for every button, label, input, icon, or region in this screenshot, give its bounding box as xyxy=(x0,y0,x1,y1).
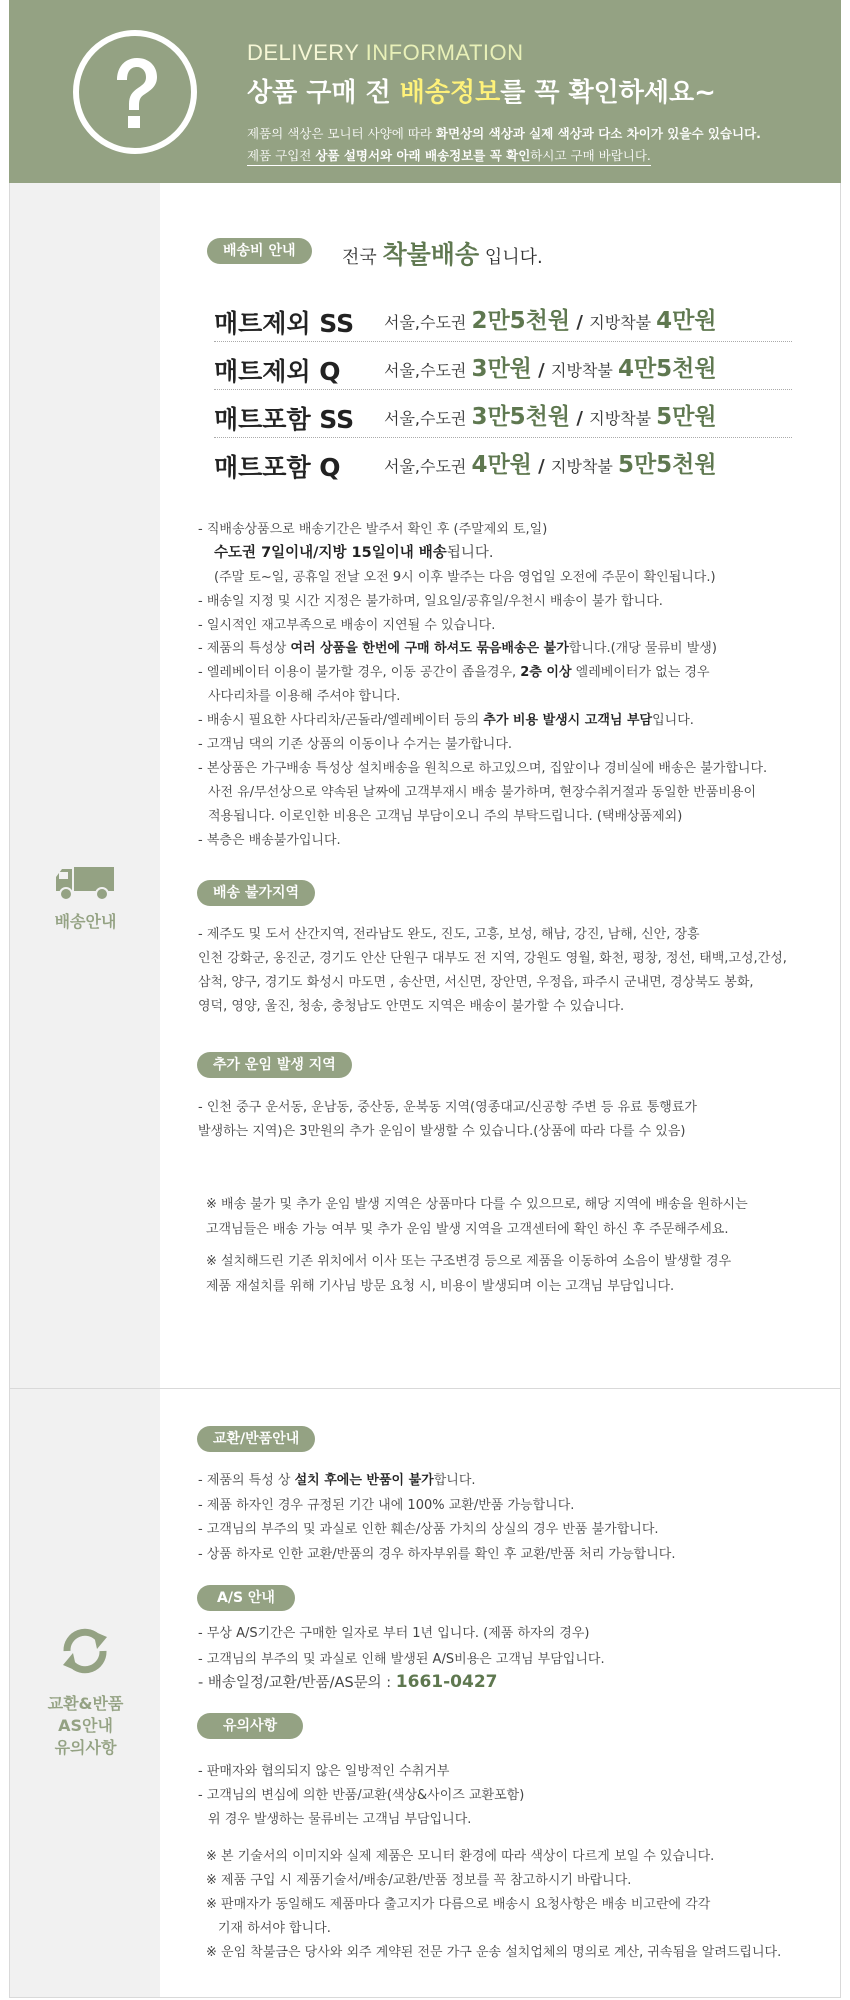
price-row xyxy=(214,346,792,390)
delivery-note: - 고객님 댁의 기존 상품의 이동이나 수거는 불가합니다. xyxy=(198,737,513,752)
exchange-side-label-line-3: 유의사항 xyxy=(54,1738,117,1757)
return-info-line: - 제품의 특성 상 설치 후에는 반품이 불가합니다. xyxy=(198,1473,476,1488)
delivery-side-label: 배송안내 xyxy=(54,912,117,931)
caution-line: 위 경우 발생하는 물류비는 고객님 부담입니다. xyxy=(208,1812,472,1827)
delivery-remark: 고객님들은 배송 가능 여부 및 추가 운임 발생 지역을 고객센터에 확인 하신 후 주문해주세요. xyxy=(206,1222,729,1237)
exchange-side-label-line-1: 교환&반품 xyxy=(47,1694,124,1713)
as-info-pill: A/S 안내 xyxy=(197,1585,295,1611)
price-detail: 서울,수도권 4만원 / 지방착불 5만5천원 xyxy=(384,452,717,478)
delivery-note: - 복층은 배송불가입니다. xyxy=(198,833,341,848)
as-info-line: - 고객님의 부주의 및 과실로 인해 발생된 A/S비용은 고객님 부담입니다. xyxy=(198,1652,605,1667)
unavailable-area-line: 삼척, 양구, 경기도 화성시 마도면 , 송산면, 서신면, 장안면, 우정읍, 파주시 군내면, 경상북도 봉화, xyxy=(198,975,754,990)
return-info-line: - 제품 하자인 경우 규정된 기간 내에 100% 교환/반품 가능합니다. xyxy=(198,1498,575,1513)
delivery-note: - 배송일 지정 및 시간 지정은 불가하며, 일요일/공휴일/우천시 배송이 불가 합니다. xyxy=(198,594,663,609)
caution-note: ※ 판매자가 동일해도 제품마다 출고지가 다름으로 배송시 요청사항은 배송 비고란에 각각 xyxy=(206,1897,711,1912)
header-notice-line-2: 제품 구입전 상품 설명서와 아래 배송정보를 꼭 확인하시고 구매 바랍니다. xyxy=(247,146,651,166)
unavailable-area-pill: 배송 불가지역 xyxy=(197,880,315,906)
delivery-remark: ※ 설치해드린 기존 위치에서 이사 또는 구조변경 등으로 제품을 이동하여 소음이 발생할 경우 xyxy=(206,1254,732,1269)
unavailable-area-line: - 제주도 및 도서 산간지역, 전라남도 완도, 진도, 고흥, 보성, 해남, 강진, 남해, 신안, 장흥 xyxy=(198,927,700,942)
delivery-note: - 엘레베이터 이용이 불가할 경우, 이동 공간이 좁을경우, 2층 이상 엘레베이터가 없는 경우 xyxy=(198,665,710,680)
caution-note: ※ 제품 구입 시 제품기술서/배송/교환/반품 정보를 꼭 참고하시기 바랍니다. xyxy=(206,1873,632,1888)
unavailable-area-line: 인천 강화군, 옹진군, 경기도 안산 단원구 대부도 전 지역, 강원도 영월, 화천, 평창, 정선, 태백,고성,간성, xyxy=(198,951,787,966)
delivery-note: 적용됩니다. 이로인한 비용은 고객님 부담이오니 주의 부탁드립니다. (택배상품제외) xyxy=(208,809,683,824)
delivery-note: 수도권 7일이내/지방 15일이내 배송됩니다. xyxy=(214,545,494,561)
extra-fee-area-line: 발생하는 지역)은 3만원의 추가 운임이 발생할 수 있습니다.(상품에 따라 다를 수 있음) xyxy=(198,1124,686,1139)
delivery-note: 사다리차를 이용해 주셔야 합니다. xyxy=(208,689,401,704)
price-row xyxy=(214,442,792,486)
header-english-title: DELIVERY INFORMATION xyxy=(247,40,524,65)
extra-fee-area-pill: 추가 운임 발생 지역 xyxy=(197,1052,352,1078)
price-detail: 서울,수도권 3만원 / 지방착불 4만5천원 xyxy=(384,356,717,382)
unavailable-area-line: 영덕, 영양, 울진, 청송, 충청남도 안면도 지역은 배송이 불가할 수 있습니다. xyxy=(198,999,625,1014)
exchange-side-label-line-2: AS안내 xyxy=(58,1716,113,1735)
caution-note: ※ 본 기술서의 이미지와 실제 제품은 모니터 환경에 따라 색상이 다르게 보일 수 있습니다. xyxy=(206,1849,715,1864)
extra-fee-area-line: - 인천 중구 운서동, 운남동, 중산동, 운북동 지역(영종대교/신공항 주변 등 유료 통행료가 xyxy=(198,1100,697,1115)
price-row xyxy=(214,298,792,342)
question-icon xyxy=(73,30,197,154)
caution-line: - 고객님의 변심에 의한 반품/교환(색상&사이즈 교환포함) xyxy=(198,1788,525,1803)
header-korean-title: 상품 구매 전 배송정보를 꼭 확인하세요~ xyxy=(247,78,716,108)
header-banner xyxy=(9,0,841,183)
delivery-note: - 본상품은 가구배송 특성상 설치배송을 원칙으로 하고있으며, 집앞이나 경비실에 배송은 불가합니다. xyxy=(198,761,768,776)
price-row xyxy=(214,394,792,438)
price-product-name: 매트제외 SS xyxy=(214,309,355,338)
return-info-line: - 상품 하자로 인한 교환/반품의 경우 하자부위를 확인 후 교환/반품 처리 가능합니다. xyxy=(198,1547,676,1562)
delivery-side-panel xyxy=(9,183,160,1388)
caution-pill: 유의사항 xyxy=(197,1713,303,1739)
truck-icon xyxy=(54,863,116,903)
price-product-name: 매트제외 Q xyxy=(214,357,341,386)
delivery-note: - 제품의 특성상 여러 상품을 한번에 구매 하셔도 묶음배송은 불가합니다.(개당 물류비 발생) xyxy=(198,641,717,656)
delivery-note: - 일시적인 재고부족으로 배송이 지연될 수 있습니다. xyxy=(198,618,496,633)
delivery-note: 사전 유/무선상으로 약속된 날짜에 고객부재시 배송 불가하며, 현장수취거절과 동일한 반품비용이 xyxy=(208,785,757,800)
return-info-line: - 고객님의 부주의 및 과실로 인한 훼손/상품 가치의 상실의 경우 반품 불가합니다. xyxy=(198,1522,659,1537)
price-product-name: 매트포함 SS xyxy=(214,405,355,434)
delivery-note: - 배송시 필요한 사다리차/곤돌라/엘레베이터 등의 추가 비용 발생시 고객님 부담입니다. xyxy=(198,713,694,728)
delivery-note: - 직배송상품으로 배송기간은 발주서 확인 후 (주말제외 토,일) xyxy=(198,522,548,537)
as-contact-line: - 배송일정/교환/반품/AS문의 : 1661-0427 xyxy=(198,1672,498,1692)
price-detail: 서울,수도권 3만5천원 / 지방착불 5만원 xyxy=(384,404,717,430)
return-info-pill: 교환/반품안내 xyxy=(197,1426,315,1452)
caution-line: - 판매자와 협의되지 않은 일방적인 수취거부 xyxy=(198,1764,450,1779)
delivery-remark: ※ 배송 불가 및 추가 운임 발생 지역은 상품마다 다를 수 있으므로, 해당 지역에 배송을 원하시는 xyxy=(206,1197,748,1212)
exchange-side-panel xyxy=(9,1388,160,1998)
caution-note: ※ 운임 착불금은 당사와 외주 계약된 전문 가구 운송 설치업체의 명의로 계산, 귀속됨을 알려드립니다. xyxy=(206,1945,782,1960)
as-info-line: - 무상 A/S기간은 구매한 일자로 부터 1년 입니다. (제품 하자의 경우) xyxy=(198,1626,590,1641)
delivery-fee-pill: 배송비 안내 xyxy=(207,238,312,264)
price-product-name: 매트포함 Q xyxy=(214,453,341,482)
delivery-title: 전국 착불배송 입니다. xyxy=(342,240,543,269)
price-detail: 서울,수도권 2만5천원 / 지방착불 4만원 xyxy=(384,308,717,334)
delivery-note: (주말 토~일, 공휴일 전날 오전 9시 이후 발주는 다음 영업일 오전에 주문이 확인됩니다.) xyxy=(214,570,716,585)
delivery-remark: 제품 재설치를 위해 기사님 방문 요청 시, 비용이 발생되며 이는 고객님 부담입니다. xyxy=(206,1279,675,1294)
caution-note: 기재 하셔야 합니다. xyxy=(218,1921,331,1936)
header-notice-line-1: 제품의 색상은 모니터 사양에 따라 화면상의 색상과 실제 색상과 다소 차이가 있을수 있습니다. xyxy=(247,126,761,141)
recycle-arrows-icon xyxy=(59,1625,111,1677)
